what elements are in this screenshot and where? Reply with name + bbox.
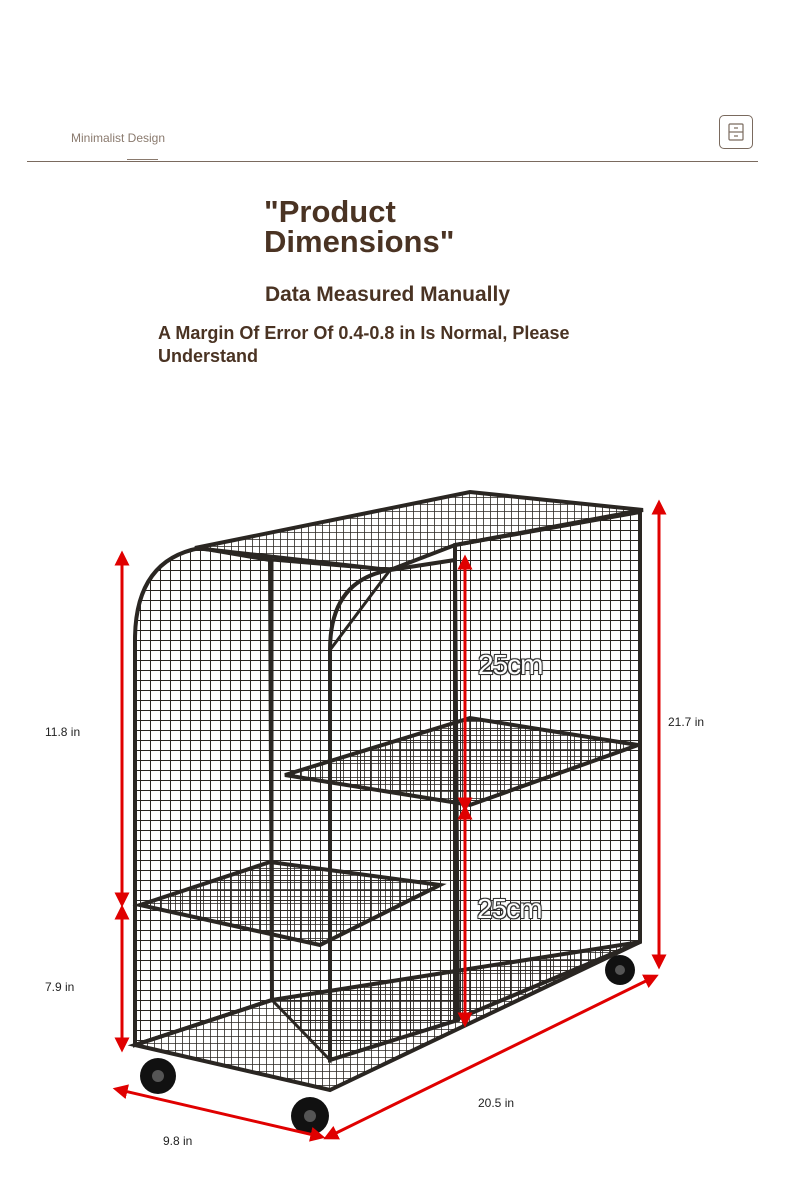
lower-compartment-label: 25cm — [477, 893, 542, 924]
error-note: A Margin Of Error Of 0.4-0.8 in Is Normal, Please Understand — [158, 323, 570, 366]
page-subtitle: Data Measured Manually — [264, 283, 511, 306]
depth-label: 9.8 in — [163, 1134, 193, 1148]
upper-left-height-label: 11.8 in — [45, 725, 81, 739]
total-height-label: 21.7 in — [668, 715, 705, 729]
upper-compartment-label: 25cm — [478, 649, 543, 680]
caster-wheel-back-right — [605, 955, 635, 985]
caster-wheel-front-left — [140, 1058, 176, 1094]
page-title: "Product Dimensions" — [264, 194, 455, 259]
caster-wheel-front-right — [291, 1097, 329, 1135]
width-label: 20.5 in — [478, 1096, 515, 1110]
lower-left-height-label: 7.9 in — [45, 980, 75, 994]
header-label: Minimalist Design — [71, 131, 166, 145]
